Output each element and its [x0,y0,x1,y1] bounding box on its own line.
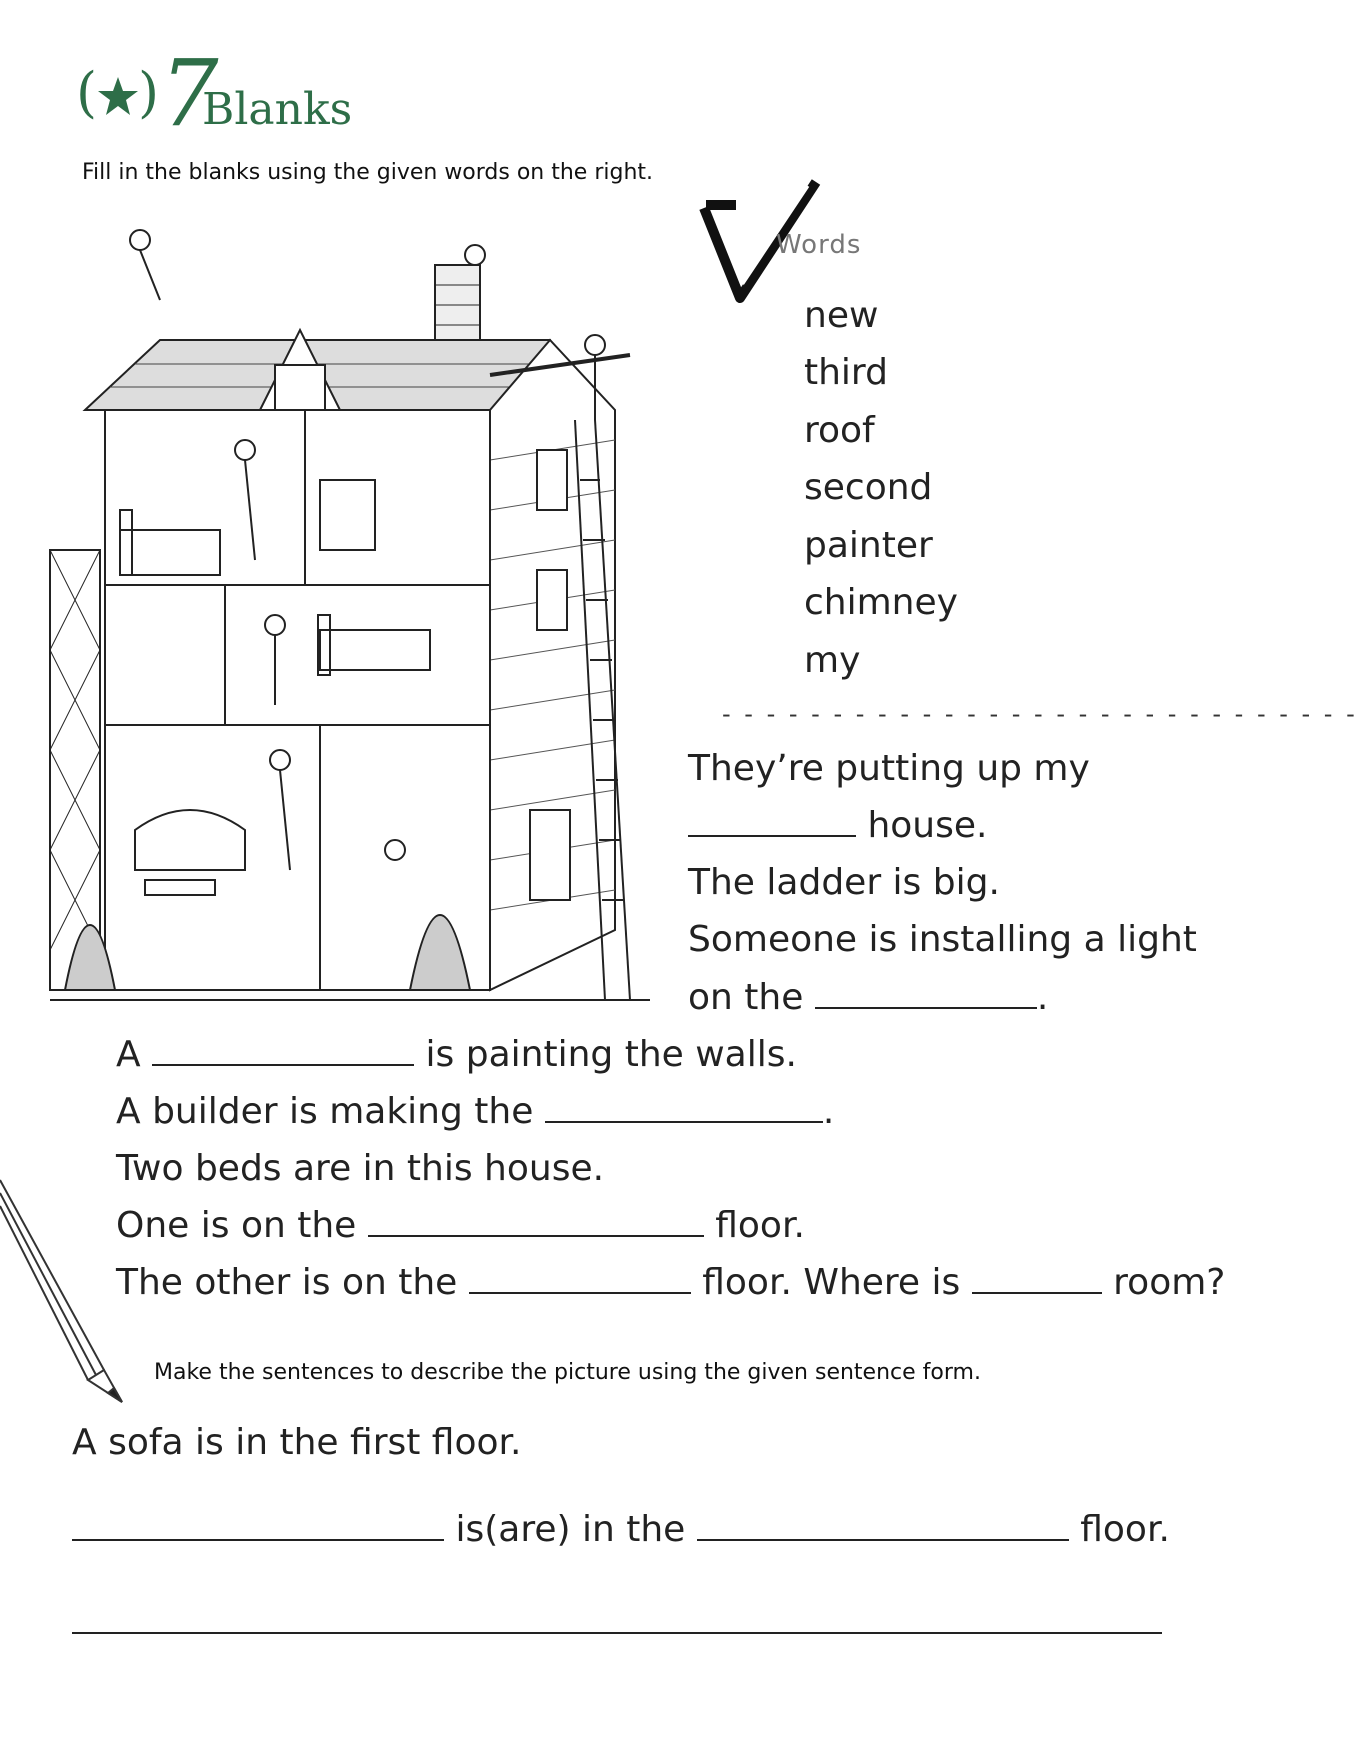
form-blank-subject[interactable] [72,1513,444,1541]
word-item: second [804,467,933,508]
blank-5[interactable] [368,1209,704,1237]
blank-3[interactable] [152,1038,414,1066]
form-blank-floor[interactable] [697,1513,1069,1541]
sentence-2: house. [688,808,987,844]
word-item: chimney [804,582,958,623]
divider: - - - - - - - - - - - - - - - - - - - - - - - - - - - - - [722,700,1358,728]
sentence-form: is(are) in the floor. [72,1512,1170,1548]
blank-4[interactable] [545,1095,823,1123]
worksheet-title [76,40,353,147]
blank-7[interactable] [972,1266,1102,1294]
sentence-8: Two beds are in this house. [116,1148,605,1189]
house-illustration [50,230,700,1000]
word-item: third [804,352,888,393]
title-close-paren: ) [138,61,160,124]
example-sentence: A sofa is in the first floor. [72,1422,522,1463]
word-item: painter [804,525,933,566]
title-open-paren: ( [76,61,98,124]
title-number: 7 [160,40,219,147]
blank-1[interactable] [688,809,856,837]
word-item: my [804,640,861,681]
sentence-5: on the . [688,977,1049,1018]
sentence-6: A is painting the walls. [116,1034,797,1075]
sentence-7: A builder is making the . [116,1091,835,1132]
star-icon [96,74,140,118]
sentence-4: Someone is installing a light [688,919,1197,960]
blank-2[interactable] [815,981,1037,1009]
answer-line[interactable] [72,1632,1162,1634]
sentence-9: One is on the floor. [116,1205,805,1246]
blank-6[interactable] [469,1266,691,1294]
instruction-top: Fill in the blanks using the given words on the right. [82,160,654,185]
pencil-icon [0,1180,130,1405]
word-item: roof [804,410,875,451]
word-item: new [804,295,879,336]
words-heading: Words [776,230,862,260]
sentence-3: The ladder is big. [688,862,1000,903]
sentence-10: The other is on the floor. Where is room? [116,1262,1226,1303]
sentence-1: They’re putting up my [688,748,1090,789]
instruction-bottom: Make the sentences to describe the picture using the given sentence form. [154,1360,981,1385]
title-word: Blanks [202,84,353,135]
